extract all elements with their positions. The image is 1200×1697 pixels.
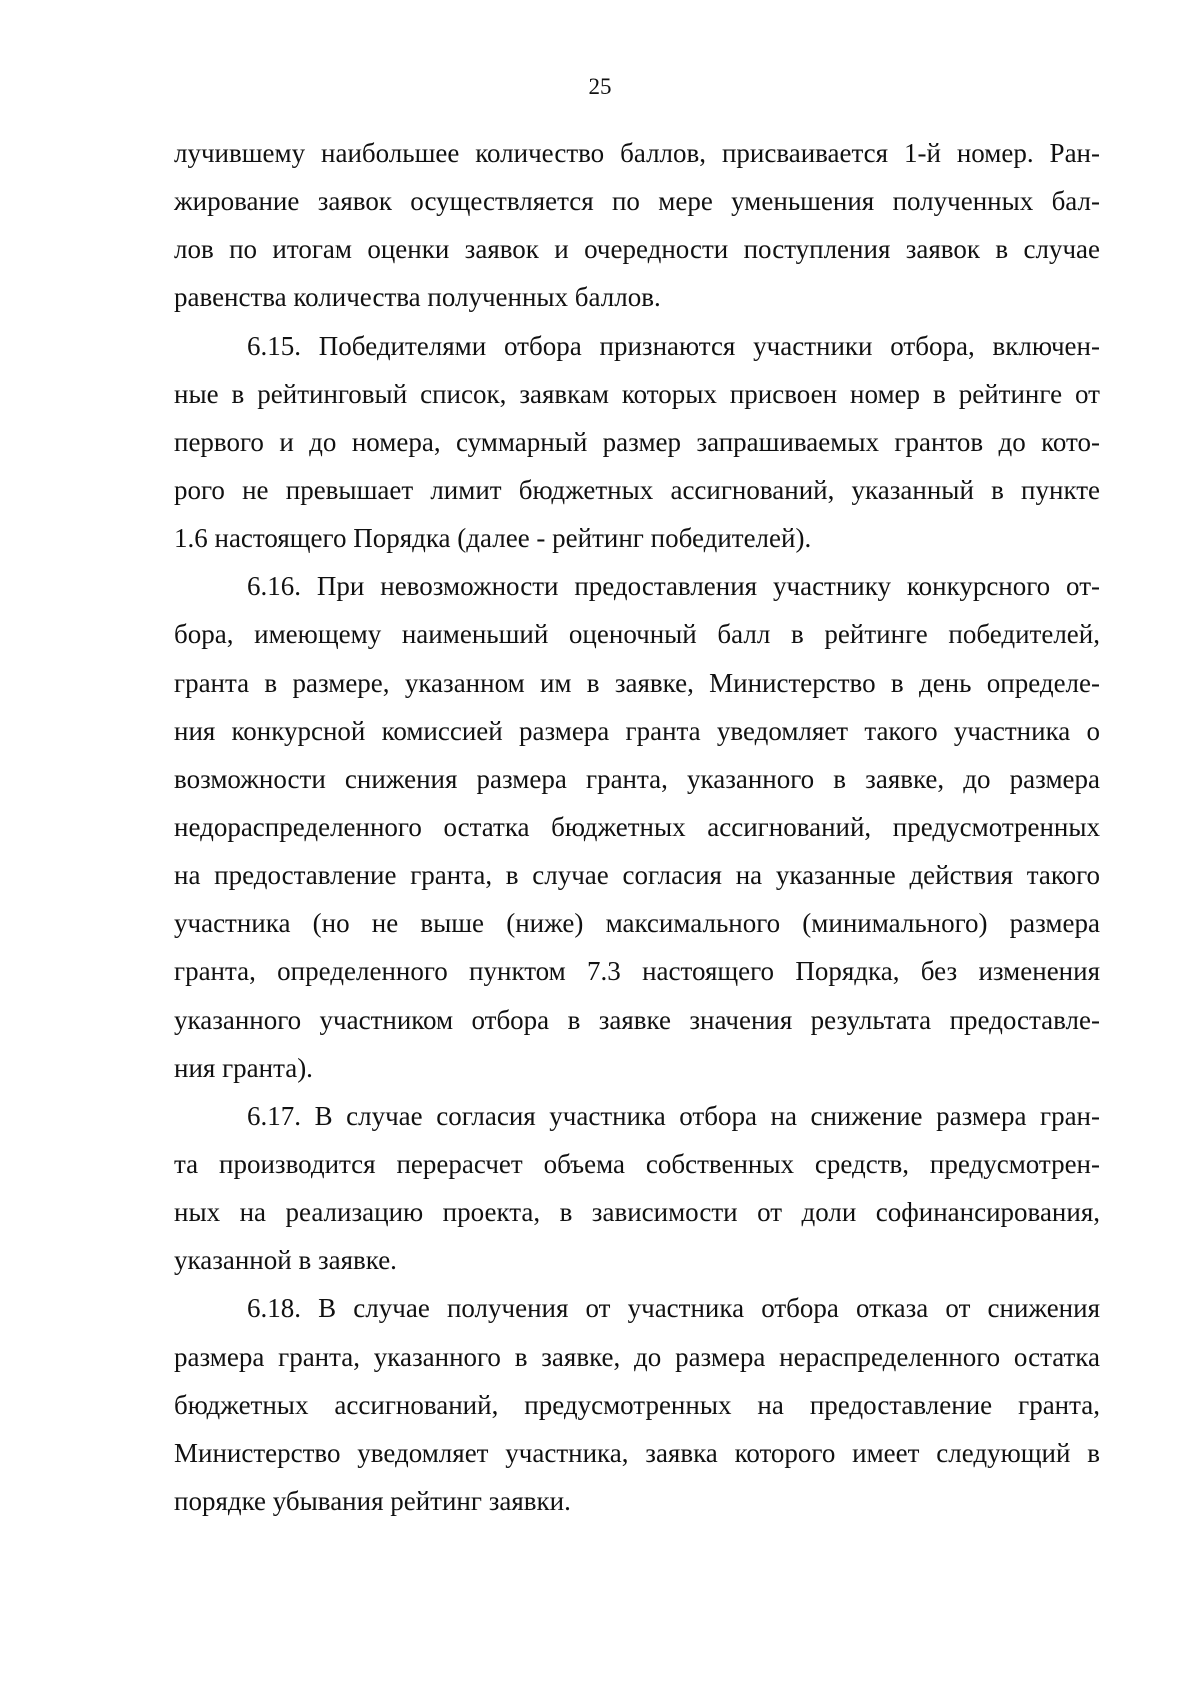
text-line: бюджетных ассигнований, предусмотренных на предоставление гранта, bbox=[174, 1389, 1100, 1420]
text-line: первого и до номера, суммарный размер запрашиваемых грантов до кото- bbox=[174, 426, 1100, 457]
text-line: указанной в заявке. bbox=[174, 1245, 397, 1276]
text-line: на предоставление гранта, в случае согласия на указанные действия такого bbox=[174, 860, 1100, 891]
text-line: равенства количества полученных баллов. bbox=[174, 282, 661, 313]
text-line: лов по итогам оценки заявок и очередности поступления заявок в случае bbox=[174, 234, 1100, 265]
page-number: 25 bbox=[588, 74, 612, 99]
text-line: размера гранта, указанного в заявке, до размера нераспределенного остатка bbox=[174, 1341, 1100, 1372]
text-line: жирование заявок осуществляется по мере уменьшения полученных бал- bbox=[174, 186, 1100, 217]
text-line: ния конкурсной комиссией размера гранта уведомляет такого участника о bbox=[174, 715, 1100, 746]
text-line: недораспределенного остатка бюджетных ассигнований, предусмотренных bbox=[174, 811, 1100, 842]
text-line: лучившему наибольшее количество баллов, присваивается 1-й номер. Ран- bbox=[174, 138, 1100, 168]
text-line: ния гранта). bbox=[174, 1052, 313, 1083]
body-text bbox=[174, 129, 1100, 1525]
text-line: рого не превышает лимит бюджетных ассигнований, указанный в пункте bbox=[174, 474, 1100, 505]
text-line: возможности снижения размера гранта, указанного в заявке, до размера bbox=[174, 763, 1100, 794]
text-line: 6.17. В случае согласия участника отбора на снижение размера гран- bbox=[247, 1100, 1100, 1131]
text-line: указанного участником отбора в заявке значения результата предоставле- bbox=[174, 1004, 1100, 1035]
text-line: участника (но не выше (ниже) максимального (минимального) размера bbox=[174, 908, 1100, 939]
text-line: 6.15. Победителями отбора признаются участники отбора, включен- bbox=[247, 330, 1100, 361]
text-line: ные в рейтинговый список, заявкам которых присвоен номер в рейтинге от bbox=[174, 378, 1100, 409]
text-line: 6.18. В случае получения от участника отбора отказа от снижения bbox=[247, 1293, 1100, 1324]
text-line: гранта, определенного пунктом 7.3 настоящего Порядка, без изменения bbox=[174, 956, 1100, 987]
text-line: Министерство уведомляет участника, заявка которого имеет следующий в bbox=[174, 1437, 1100, 1468]
text-line: гранта в размере, указанном им в заявке, Министерство в день определе- bbox=[174, 667, 1100, 698]
text-line: бора, имеющему наименьший оценочный балл в рейтинге победителей, bbox=[174, 619, 1100, 650]
text-line: 6.16. При невозможности предоставления участнику конкурсного от- bbox=[247, 571, 1100, 602]
text-line: та производится перерасчет объема собственных средств, предусмотрен- bbox=[174, 1148, 1100, 1179]
text-line: порядке убывания рейтинг заявки. bbox=[174, 1485, 571, 1516]
text-line: ных на реализацию проекта, в зависимости от доли софинансирования, bbox=[174, 1197, 1100, 1228]
text-line: 1.6 настоящего Порядка (далее - рейтинг победителей). bbox=[174, 523, 812, 554]
